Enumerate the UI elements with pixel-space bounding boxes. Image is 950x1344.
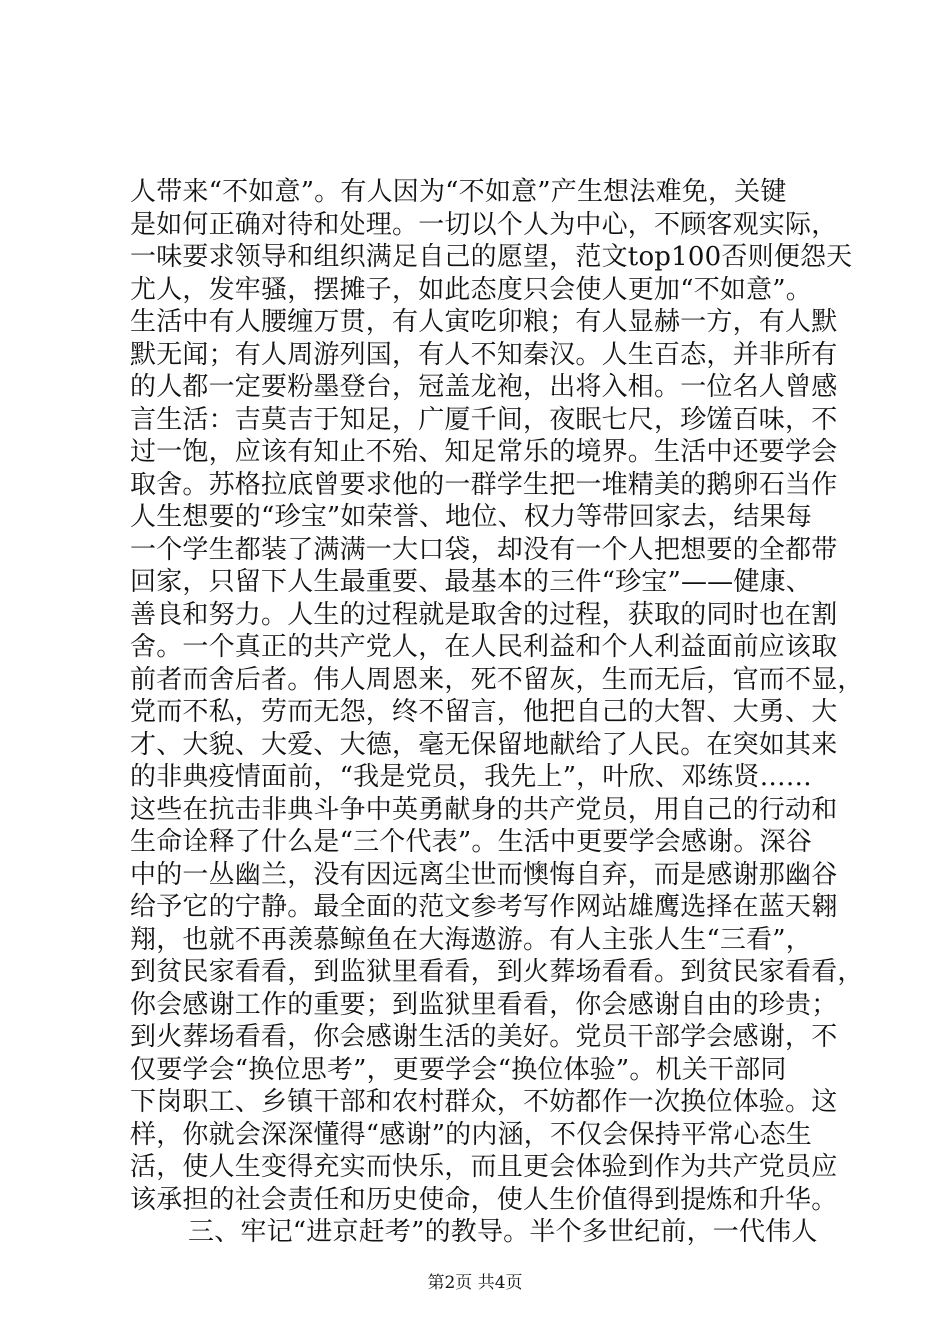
text-line: 中的一丛幽兰，没有因远离尘世而懊悔自弃，而是感谢那幽谷 (130, 859, 838, 890)
text-line: 给予它的宁静。最全面的范文参考写作网站雄鹰选择在蓝天翱 (130, 892, 838, 922)
text-line: 回家，只留下人生最重要、最基本的三件“珍宝”——健康、 (130, 567, 812, 597)
text-line: 到贫民家看看，到监狱里看看，到火葬场看看。到贫民家看看， (130, 957, 864, 987)
text-line: 的非典疫情面前，“我是党员，我先上”，叶欣、邓练贤…… (130, 762, 812, 792)
text-line: 舍。一个真正的共产党人，在人民利益和个人利益面前应该取 (130, 632, 838, 662)
text-line: 活，使人生变得充实而快乐，而且更会体验到作为共产党员应 (130, 1152, 838, 1182)
text-line: 该承担的社会责任和历史使命，使人生价值得到提炼和升华。 (130, 1184, 838, 1215)
text-line: 仅要学会“换位思考”，更要学会“换位体验”。机关干部同 (130, 1054, 787, 1085)
page-number-footer: 第2页 共4页 (427, 1273, 523, 1293)
text-line: 的人都一定要粉墨登台，冠盖龙袍，出将入相。一位名人曾感 (130, 372, 838, 402)
text-line: 是如何正确对待和处理。一切以个人为中心，不顾客观实际， (130, 209, 838, 240)
text-line: 才、大貌、大爱、大德，毫无保留地献给了人民。在突如其来 (130, 729, 838, 760)
text-line: 党而不私，劳而无怨，终不留言，他把自己的大智、大勇、大 (130, 697, 838, 727)
text-line: 默无闻；有人周游列国，有人不知秦汉。人生百态，并非所有 (130, 339, 838, 370)
text-line: 下岗职工、乡镇干部和农村群众，不妨都作一次换位体验。这 (130, 1087, 838, 1117)
text-line: 一味要求领导和组织满足自己的愿望，范文top100否则便怨天 (130, 242, 853, 272)
section-heading-line: 三、牢记“进京赶考”的教导。半个多世纪前，一代伟人 (188, 1217, 818, 1247)
text-line: 言生活：吉莫吉于知足，广厦千间，夜眠七尺，珍馐百味，不 (130, 404, 838, 435)
text-line: 人生想要的“珍宝”如荣誉、地位、权力等带回家去，结果每 (130, 502, 812, 532)
text-line: 过一饱，应该有知止不殆、知足常乐的境界。生活中还要学会 (130, 437, 838, 467)
text-line: 尤人，发牢骚，摆摊子，如此态度只会使人更加“不如意”。 (130, 274, 812, 305)
text-line: 生活中有人腰缠万贯，有人寅吃卯粮；有人显赫一方，有人默 (130, 307, 838, 337)
text-line: 样，你就会深深懂得“感谢”的内涵，不仅会保持平常心态生 (130, 1119, 812, 1150)
text-line: 前者而舍后者。伟人周恩来，死不留灰，生而无后，官而不显， (130, 664, 864, 695)
text-line: 你会感谢工作的重要；到监狱里看看，你会感谢自由的珍贵； (130, 989, 838, 1020)
text-line: 善良和努力。人生的过程就是取舍的过程，获取的同时也在割 (130, 599, 838, 630)
text-line: 到火葬场看看，你会感谢生活的美好。党员干部学会感谢，不 (130, 1022, 838, 1052)
text-line: 一个学生都装了满满一大口袋，却没有一个人把想要的全都带 (130, 534, 838, 565)
text-line: 人带来“不如意”。有人因为“不如意”产生想法难免，关键 (130, 177, 787, 207)
text-line: 这些在抗击非典斗争中英勇献身的共产党员，用自己的行动和 (130, 794, 838, 825)
body-text (130, 176, 864, 1249)
text-line: 生命诠释了什么是“三个代表”。生活中更要学会感谢。深谷 (130, 827, 812, 857)
text-line: 取舍。苏格拉底曾要求他的一群学生把一堆精美的鹅卵石当作 (130, 469, 838, 500)
text-line: 翔，也就不再羡慕鲸鱼在大海遨游。有人主张人生“三看”， (130, 924, 812, 955)
